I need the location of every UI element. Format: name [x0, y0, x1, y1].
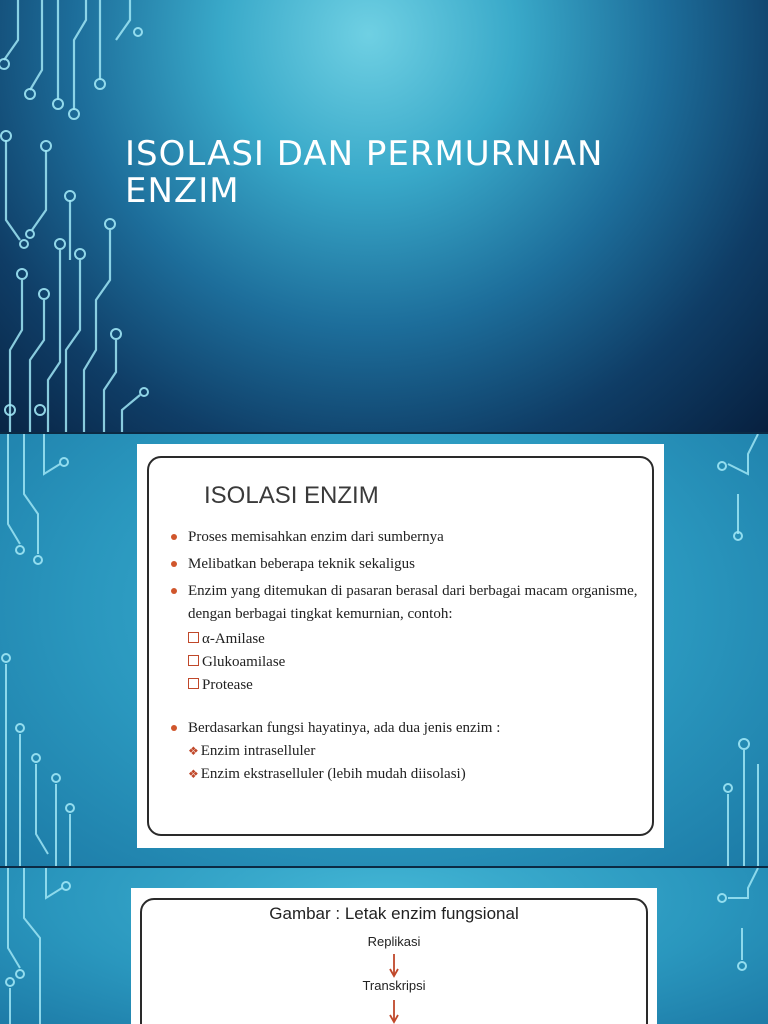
arrow-down-icon	[389, 1000, 399, 1024]
circuit-decoration-right-icon	[688, 868, 768, 1024]
bullet-text: Enzim yang ditemukan di pasaran berasal dari berbagai macam organisme, dengan berbagai tingkat kemurnian, contoh:	[188, 583, 638, 622]
list-item	[171, 717, 651, 740]
arrow-down-icon	[389, 954, 399, 978]
circuit-decoration-left-icon	[0, 868, 80, 1024]
title-line-1: ISOLASI DAN PERMURNIAN	[125, 134, 604, 174]
flow-step-replikasi: Replikasi	[367, 934, 421, 949]
list-item	[171, 553, 651, 576]
type-item	[171, 763, 651, 786]
card-border	[147, 456, 654, 836]
example-text: α-Amilase	[202, 631, 265, 647]
bullet-dot-icon	[171, 534, 177, 540]
gambar-card	[131, 888, 657, 1024]
type-text: Enzim ekstraselluler (lebih mudah diisolasi)	[200, 766, 466, 782]
bullet-dot-icon	[171, 561, 177, 567]
flow-step-transkripsi: Transkripsi	[362, 978, 426, 993]
example-item	[171, 651, 651, 674]
content-slide-isolasi	[0, 434, 768, 866]
title-line-2: ENZIM	[125, 171, 240, 211]
bullet-text: Berdasarkan fungsi hayatinya, ada dua jenis enzim :	[188, 720, 501, 736]
bullet-dot-icon	[171, 725, 177, 731]
isolasi-enzim-card	[137, 444, 664, 848]
example-item	[171, 674, 651, 697]
title-slide	[0, 0, 768, 432]
card-heading: ISOLASI ENZIM	[204, 482, 379, 509]
circuit-decoration-icon	[0, 0, 150, 432]
content-slide-gambar	[0, 868, 768, 1024]
checkbox-icon	[188, 678, 199, 689]
example-item	[171, 628, 651, 651]
type-text: Enzim intraselluler	[200, 743, 316, 759]
list-item	[171, 580, 651, 626]
bullet-list	[171, 526, 651, 786]
bullet-text: Proses memisahkan enzim dari sumbernya	[188, 529, 444, 545]
checkbox-icon	[188, 632, 199, 643]
circuit-decoration-right-icon	[688, 434, 768, 866]
circuit-decoration-left-icon	[0, 434, 80, 866]
diamond-icon: ❖	[188, 767, 199, 781]
bullet-text: Melibatkan beberapa teknik sekaligus	[188, 556, 416, 572]
diamond-icon: ❖	[188, 744, 199, 758]
example-text: Protease	[202, 677, 253, 693]
presentation-title	[125, 136, 725, 210]
figure-caption: Gambar : Letak enzim fungsional	[269, 904, 519, 923]
type-item	[171, 740, 651, 763]
bullet-dot-icon	[171, 588, 177, 594]
card-border	[140, 898, 648, 1024]
list-item	[171, 526, 651, 549]
example-text: Glukoamilase	[202, 654, 286, 670]
checkbox-icon	[188, 655, 199, 666]
